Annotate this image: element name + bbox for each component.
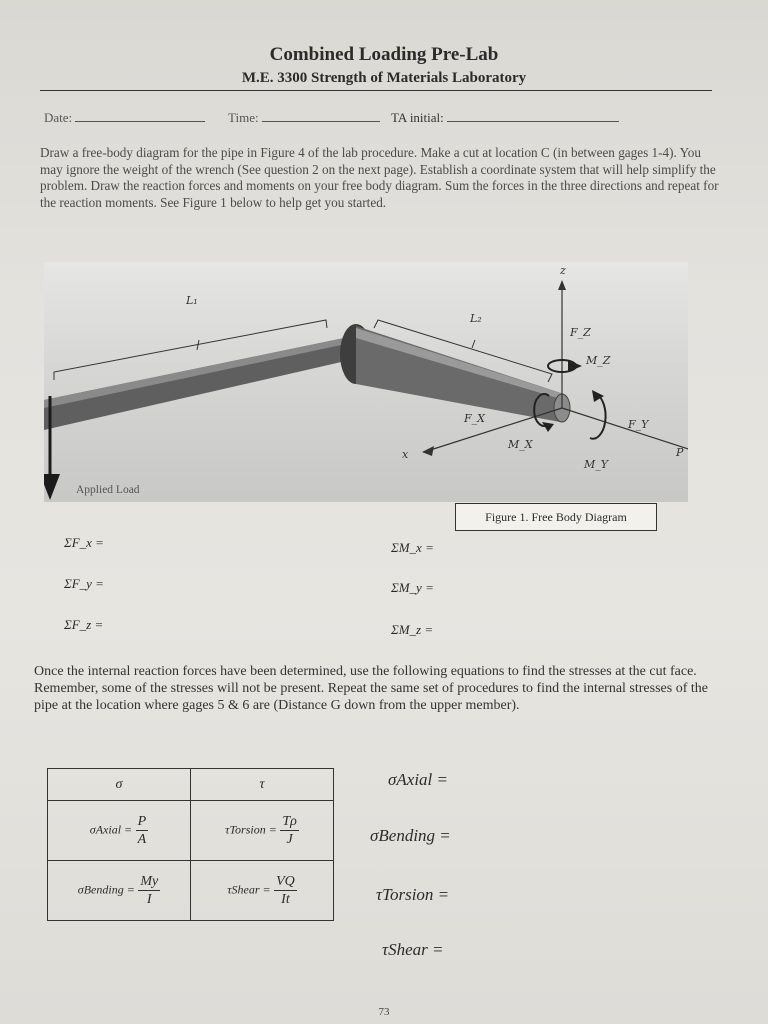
bending-denominator: I <box>146 892 152 907</box>
time-field[interactable] <box>228 109 380 126</box>
torsion-fraction <box>280 813 299 848</box>
shear-formula-lhs: τShear = <box>227 882 271 897</box>
y-axis <box>562 408 688 458</box>
sum-fz: ΣF_z = <box>64 617 104 632</box>
time-blank[interactable] <box>262 109 380 122</box>
answer-sigma-bending: σBending = <box>370 826 451 845</box>
page-title: Combined Loading Pre-Lab <box>269 44 499 65</box>
table-header-sigma: σ <box>48 769 191 801</box>
answer-tau-torsion: τTorsion = <box>376 885 450 904</box>
torsion-denominator: J <box>286 832 293 847</box>
time-label: Time: <box>228 110 259 125</box>
label-my: M_Y <box>584 458 609 471</box>
shear-denominator: It <box>281 892 290 907</box>
torsion-formula-cell <box>191 801 334 861</box>
instructions-text: Draw a free-body diagram for the pipe in Figure 4 of the lab procedure. Make a cut at location C (in between gages 1-4). You may ignore the weight of the wrench (See question 2 on the next page). Establish a coordinate system that will help simplify the problem. Draw the reaction forces and moments on your free body diagram. Sum the forces in the three directions and repeat for the reaction moments. See Figure 1 below to help get you started. <box>40 145 719 210</box>
sum-mz: ΣM_z = <box>391 622 434 637</box>
label-fy: F_Y <box>628 418 649 431</box>
label-mz: M_Z <box>586 354 611 367</box>
date-field[interactable] <box>44 109 205 126</box>
x-axis-arrowhead <box>422 446 434 456</box>
answer-tau-shear: τShear = <box>382 940 444 959</box>
axial-formula-cell <box>48 801 191 861</box>
sum-my: ΣM_y = <box>391 580 434 595</box>
label-fx: F_X <box>464 412 485 425</box>
table-header-tau: τ <box>191 769 334 801</box>
label-p: P <box>676 446 684 459</box>
shear-numerator: VQ <box>276 874 295 889</box>
bending-formula-cell <box>48 861 191 921</box>
label-fz: F_Z <box>570 326 591 339</box>
label-l2: L₂ <box>470 312 482 325</box>
axial-numerator: P <box>137 814 147 829</box>
free-body-diagram <box>44 262 688 502</box>
ta-label: TA initial: <box>391 110 444 125</box>
figure-caption: Figure 1. Free Body Diagram <box>455 503 657 531</box>
x-axis <box>424 408 562 452</box>
z-axis-arrowhead <box>558 280 566 290</box>
pipe-arm-l1-highlight <box>44 338 346 408</box>
stress-formula-table <box>47 768 334 921</box>
label-x: x <box>402 448 409 461</box>
label-l1: L₁ <box>186 294 198 307</box>
ta-blank[interactable] <box>447 109 619 122</box>
applied-load-label: Applied Load <box>76 484 140 496</box>
ta-field[interactable] <box>391 109 619 126</box>
answer-sigma-axial: σAxial = <box>388 770 448 789</box>
date-blank[interactable] <box>75 109 205 122</box>
shear-formula-cell <box>191 861 334 921</box>
axial-formula-lhs: σAxial = <box>89 822 133 837</box>
label-z: z <box>560 264 566 277</box>
shear-fraction <box>274 873 297 908</box>
axial-fraction <box>136 813 149 848</box>
bending-formula-lhs: σBending = <box>77 882 135 897</box>
sum-fy: ΣF_y = <box>64 576 104 591</box>
date-label: Date: <box>44 110 73 125</box>
torsion-numerator: Tρ <box>282 814 297 829</box>
page-number: 73 <box>378 1006 390 1018</box>
applied-load-arrowhead <box>44 474 60 500</box>
stress-instructions: Once the internal reaction forces have been determined, use the following equations to find the stresses at the cut face. Remember, some of the stresses will not be present. Repeat the same set of procedures to find the internal stresses of the pipe at the location where gages 5 & 6 are (Distance G down from the upper member). <box>34 664 708 713</box>
bending-fraction <box>138 873 160 908</box>
free-body-diagram-figure <box>44 262 688 502</box>
sum-mx: ΣM_x = <box>391 540 434 555</box>
label-mx: M_X <box>508 438 533 451</box>
course-subtitle: M.E. 3300 Strength of Materials Laboratory <box>241 70 527 86</box>
dimension-l2-tick <box>472 340 475 348</box>
axial-denominator: A <box>137 832 147 847</box>
mz-arrowhead <box>568 360 582 372</box>
my-rotation <box>590 394 606 439</box>
torsion-formula-lhs: τTorsion = <box>225 822 277 837</box>
bending-numerator: My <box>140 874 159 889</box>
title-rule <box>40 90 712 91</box>
sum-fx: ΣF_x = <box>64 535 104 550</box>
